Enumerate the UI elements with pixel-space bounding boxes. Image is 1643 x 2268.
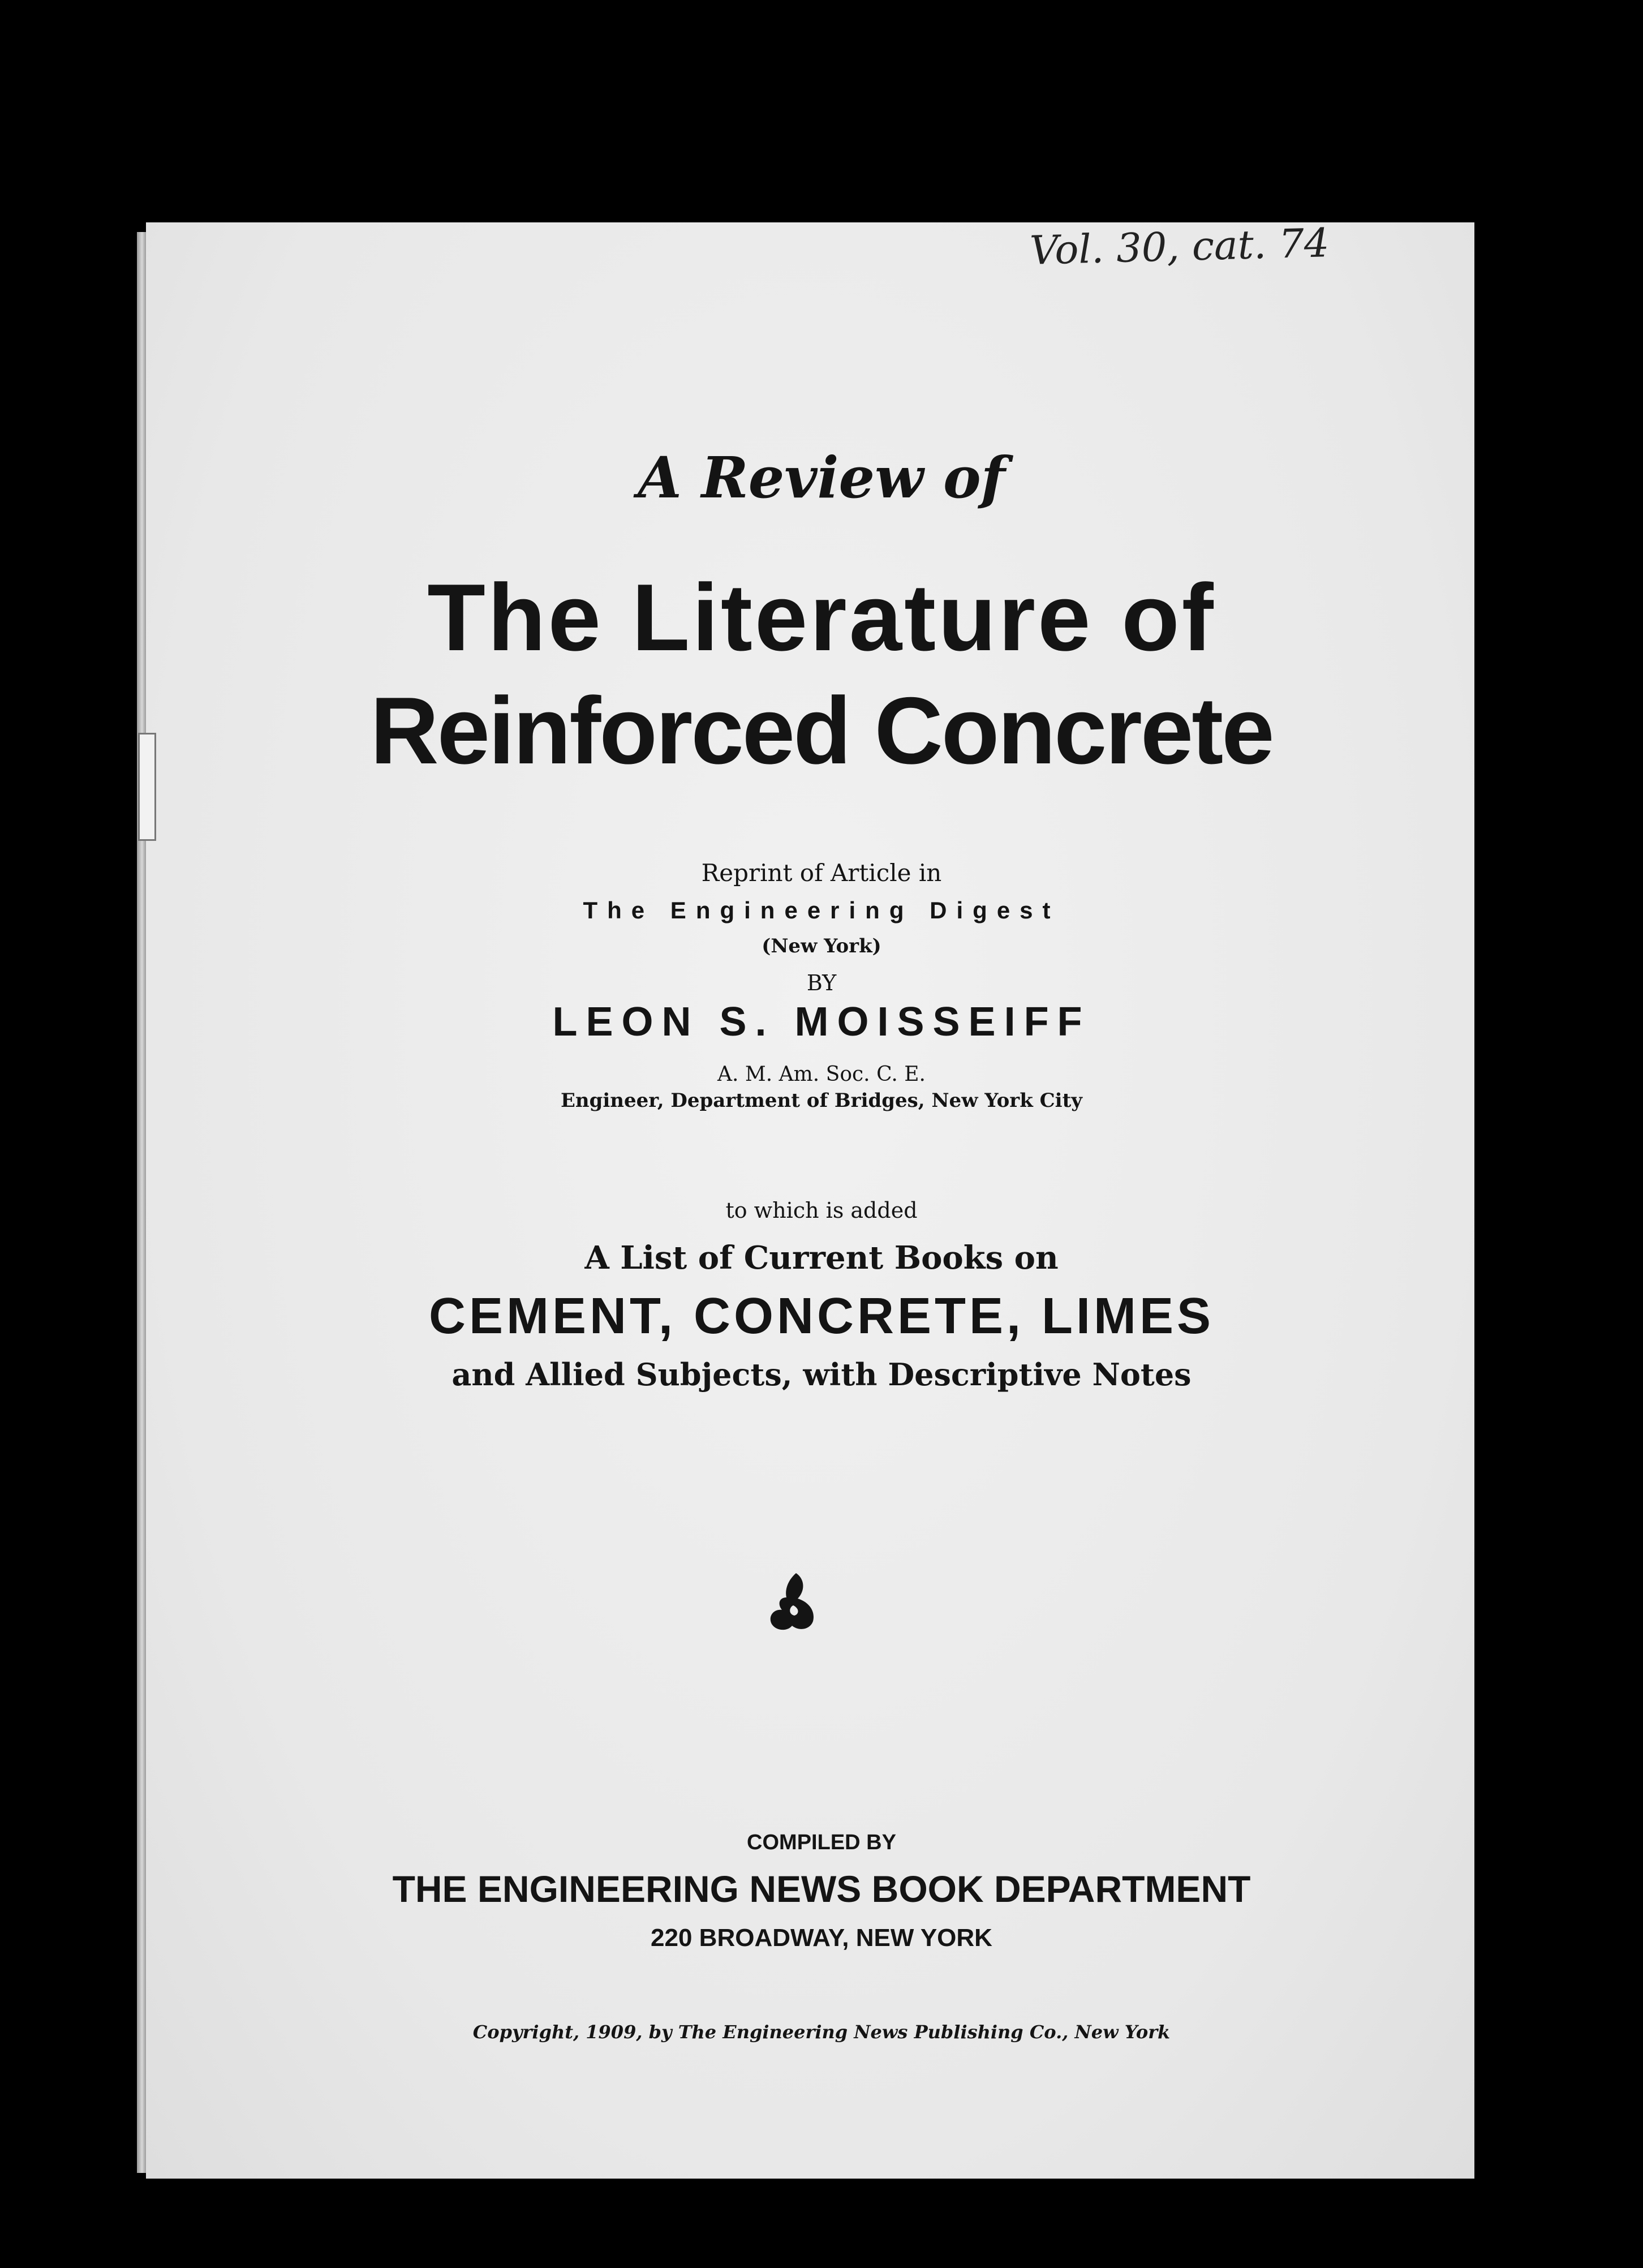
handwritten-catalog-note: Vol. 30, cat. 74 (1029, 220, 1330, 274)
publisher-name: THE ENGINEERING NEWS BOOK DEPARTMENT (392, 1868, 1251, 1910)
book-list-title: A List of Current Books on (584, 1239, 1059, 1277)
book-list-allied: and Allied Subjects, with Descriptive Notes (451, 1356, 1192, 1393)
main-title-line-1: The Literature of (427, 564, 1216, 671)
addendum-intro: to which is added (725, 1198, 918, 1223)
author-name: LEON S. MOISSEIFF (552, 999, 1091, 1045)
by-label: BY (806, 970, 837, 995)
fleuron-icon (765, 1570, 822, 1633)
journal-place: (New York) (762, 935, 881, 957)
publisher-address: 220 BROADWAY, NEW YORK (651, 1924, 992, 1952)
author-credentials: A. M. Am. Soc. C. E. (717, 1063, 926, 1086)
compiled-by-label: COMPILED BY (747, 1831, 896, 1854)
copyright-notice: Copyright, 1909, by The Engineering News Publishing Co., New York (472, 2021, 1171, 2043)
author-position: Engineer, Department of Bridges, New York City (560, 1089, 1083, 1112)
reprint-note: Reprint of Article in (701, 859, 942, 887)
title-prefix: A Review of (638, 444, 1005, 511)
journal-name: The Engineering Digest (583, 897, 1060, 923)
main-title-line-2: Reinforced Concrete (370, 677, 1273, 784)
book-list-subjects: CEMENT, CONCRETE, LIMES (428, 1288, 1215, 1345)
